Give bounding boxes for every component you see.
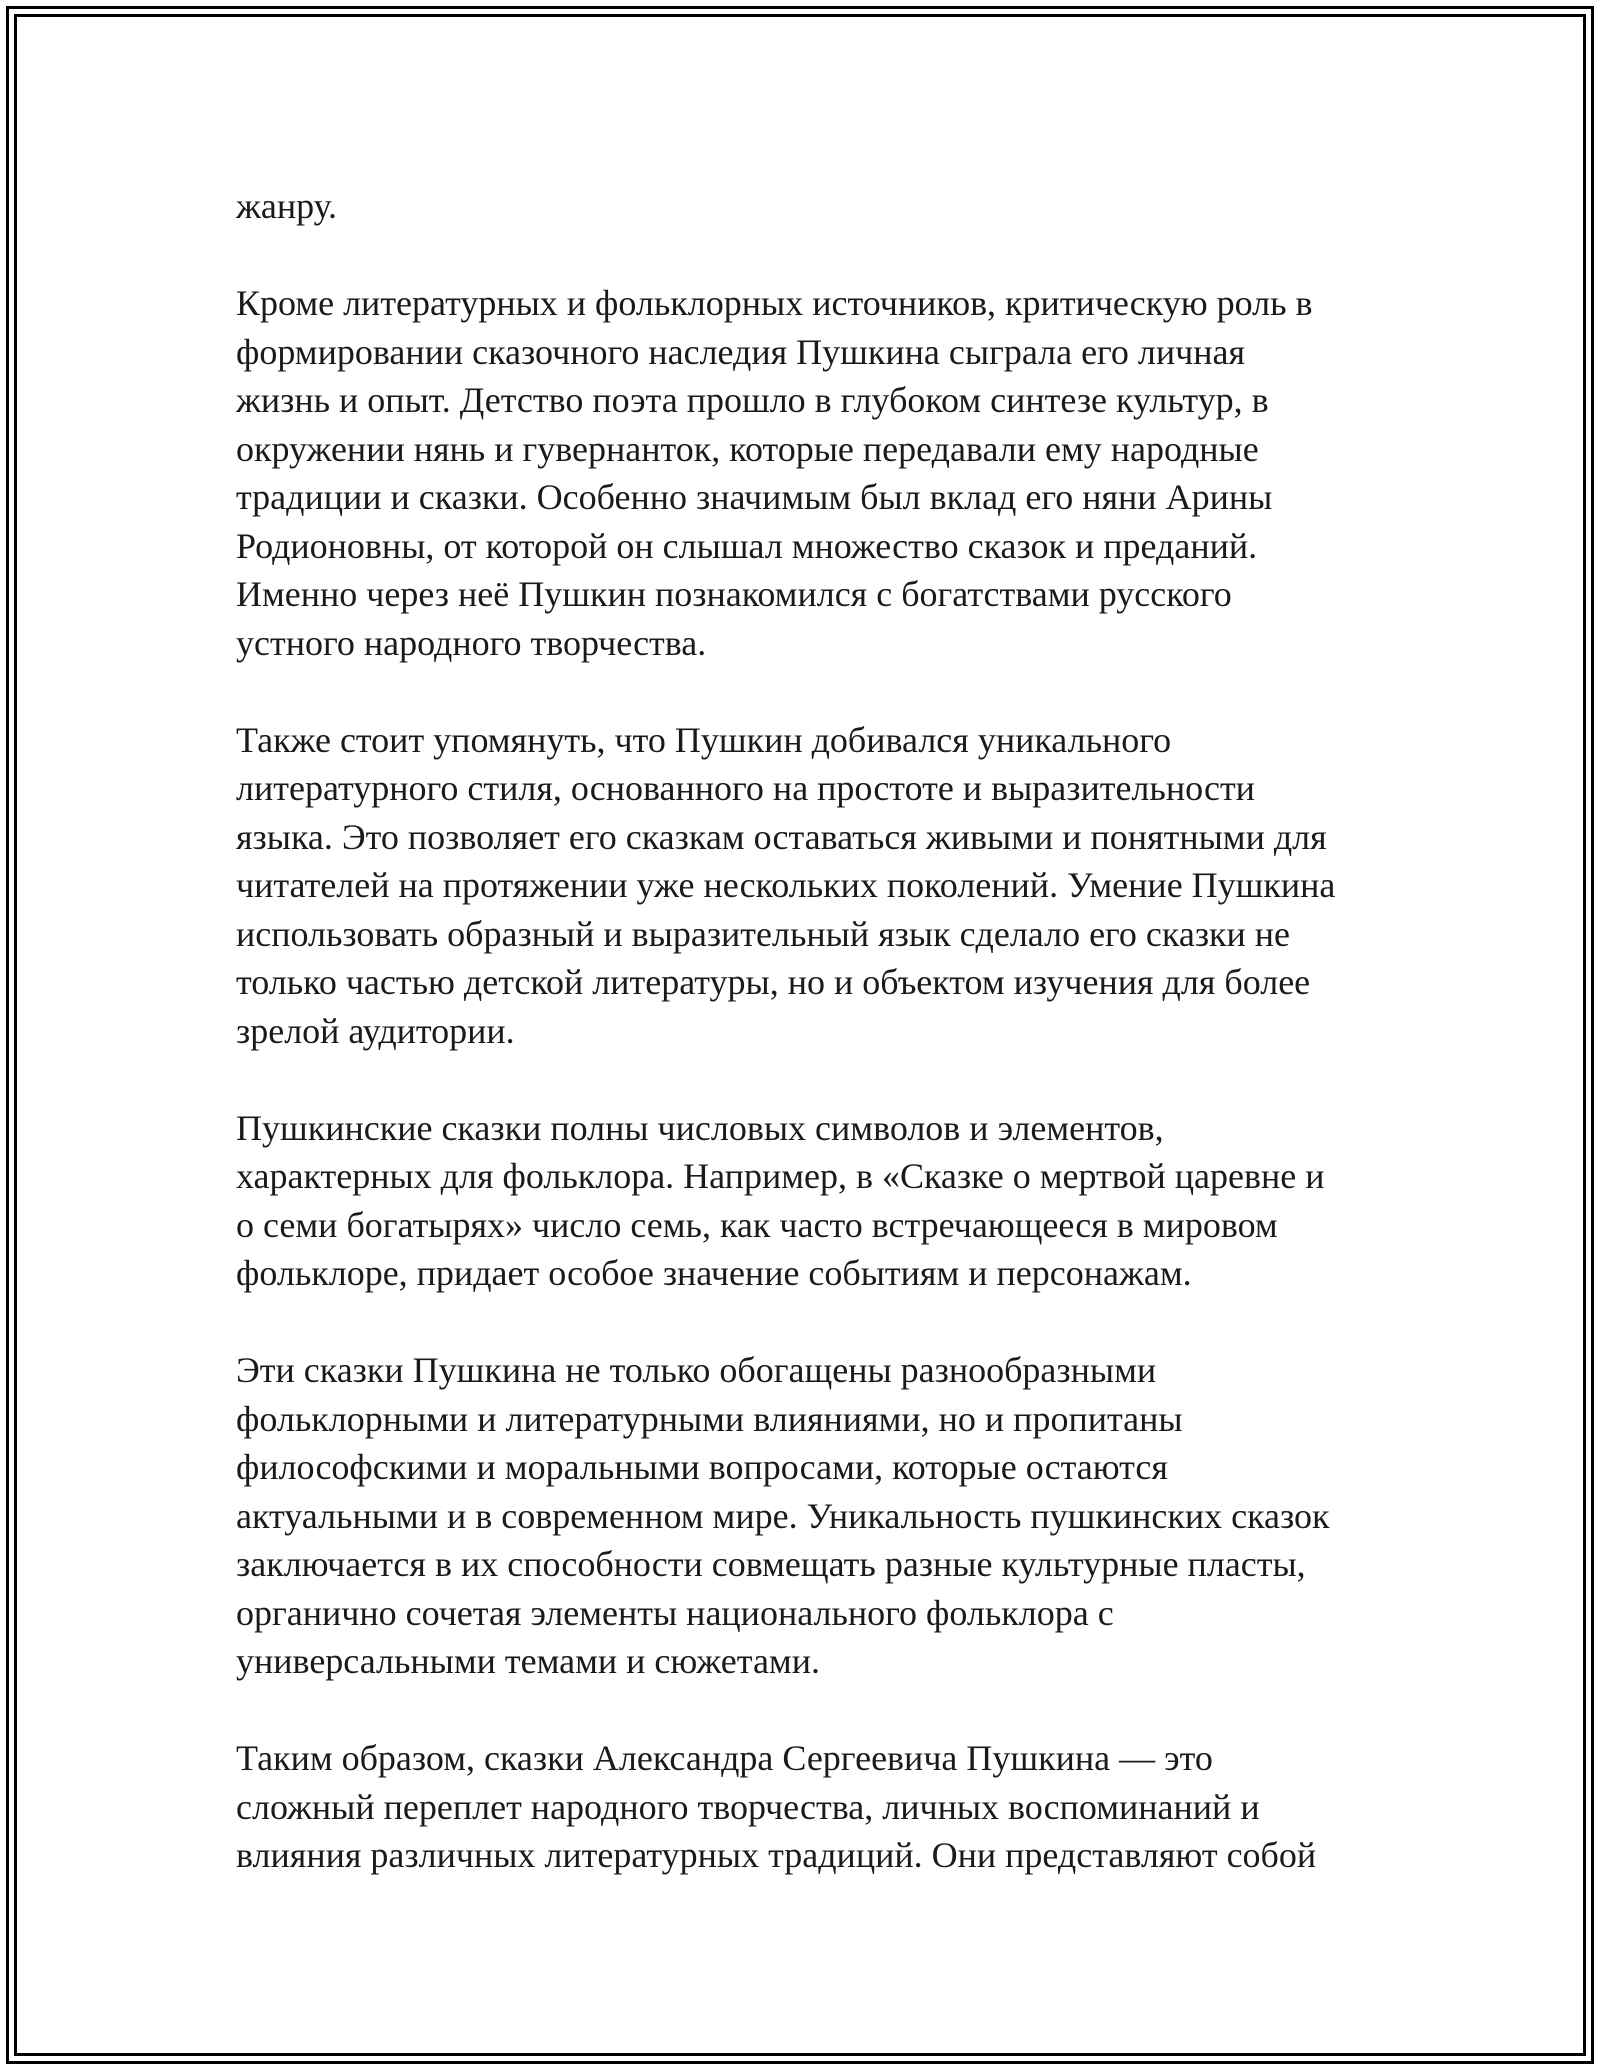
paragraph-spacer: [236, 1055, 1376, 1104]
paragraph-spacer: [236, 667, 1376, 716]
paragraph-5: Эти сказки Пушкина не только обогащены разнообразными фольклорными и литературными влияниями, но и пропитаны философскими и моральными вопросами, которые остаются актуальными и в современном мире. Уникальность пушкинских сказок заключается в их способности совмещать разные культурные пласты, органично сочетая элементы национального фольклора с универсальными темами и сюжетами.: [236, 1350, 1330, 1681]
document-body: [236, 182, 1376, 1880]
paragraph-3: Также стоит упомянуть, что Пушкин добивался уникального литературного стиля, основанного на простоте и выразительности языка. Это позволяет его сказкам оставаться живыми и понятными для читателей на протяжении уже нескольких поколений. Умение Пушкина использовать образный и выразительный язык сделало его сказки не только частью детской литературы, но и объектом изучения для более зрелой аудитории.: [236, 719, 1336, 1051]
paragraph-1: жанру.: [236, 186, 338, 226]
paragraph-4: Пушкинские сказки полны числовых символов и элементов, характерных для фольклора. Например, в «Сказке о мертвой царевне и о семи богатырях» число семь, как часто встречающееся в мировом фольклоре, придает особое значение событиям и персонажам.: [236, 1107, 1325, 1293]
paragraph-spacer: [236, 1298, 1376, 1347]
paragraph-spacer: [236, 231, 1376, 280]
paragraph-spacer: [236, 1686, 1376, 1735]
paragraph-6: Таким образом, сказки Александра Сергеевича Пушкина — это сложный переплет народного творчества, личных воспоминаний и влияния различных литературных традиций. Они представляют собой: [236, 1738, 1317, 1875]
paragraph-2: Кроме литературных и фольклорных источников, критическую роль в формировании сказочного наследия Пушкина сыграла его личная жизнь и опыт. Детство поэта прошло в глубоком синтезе культур, в окружении нянь и гувернанток, которые передавали ему народные традиции и сказки. Особенно значимым был вклад его няни Арины Родионовны, от которой он слышал множество сказок и преданий. Именно через неё Пушкин познакомился с богатствами русского устного народного творчества.: [236, 283, 1313, 663]
